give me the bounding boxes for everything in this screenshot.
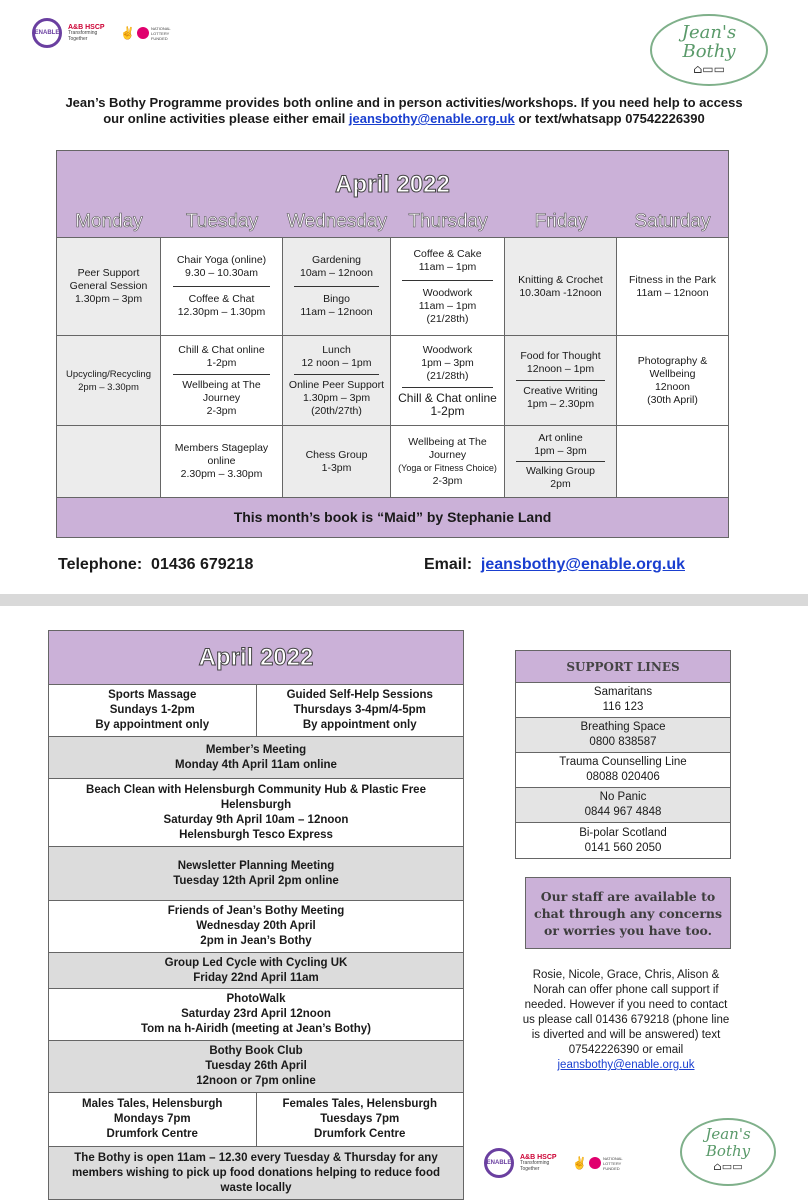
schedule-cell: Peer Support General Session 1.30pm – 3pm (57, 238, 161, 335)
staff-availability-banner: Our staff are available to chat through any concerns or worries you have too. (525, 877, 731, 949)
crossed-fingers-icon: ✌ (120, 26, 135, 40)
day-wednesday: Wednesday (287, 211, 387, 232)
schedule-cell (617, 426, 728, 497)
schedule-month-title: April 2022 (335, 171, 450, 198)
support-lines-box (515, 650, 731, 859)
schedule-cell: Chill & Chat online 1-2pm Wellbeing at The Journey 2-3pm (161, 336, 283, 425)
lottery-logo: ✌ NATIONAL LOTTERY FUNDED (572, 1155, 623, 1171)
day-friday: Friday (534, 211, 588, 232)
schedule-row (57, 336, 728, 426)
schedule-cell: Art online 1pm – 3pm Walking Group 2pm (505, 426, 617, 497)
support-line-breathing-space: Breathing Space 0800 838587 (516, 718, 730, 753)
telephone-line: Telephone: 01436 679218 (58, 556, 254, 573)
event-book-club: Bothy Book Club Tuesday 26th April 12noon or 7pm online (49, 1041, 463, 1093)
schedule-cell: Upcycling/Recycling 2pm – 3.30pm (57, 336, 161, 425)
intro-email-link[interactable]: jeansbothy@enable.org.uk (348, 111, 515, 126)
crossed-fingers-icon: ✌ (572, 1156, 587, 1170)
schedule-day-headers (57, 211, 728, 233)
day-tuesday: Tuesday (185, 211, 259, 232)
support-email-link[interactable]: jeansbothy@enable.org.uk (557, 1059, 695, 1071)
staff-support-note: Rosie, Nicole, Grace, Chris, Alison & Norah can offer phone call support if needed. However if you need to contact us please call 01436 679218 (phone line is diverted and will be answered) text 07542226390 or email jeansbothy@enable.org.uk (522, 969, 730, 1071)
schedule-cell: Coffee & Cake 11am – 1pm Woodwork 11am – 1pm (21/28th) (391, 238, 505, 335)
day-thursday: Thursday (408, 211, 488, 232)
schedule-cell: Wellbeing at The Journey (Yoga or Fitness Choice) 2-3pm (391, 426, 505, 497)
enable-logo: ENABLE (484, 1148, 514, 1178)
event-newsletter-meeting: Newsletter Planning Meeting Tuesday 12th April 2pm online (49, 847, 463, 901)
events-row (49, 1093, 463, 1147)
event-group-cycle: Group Led Cycle with Cycling UK Friday 22nd April 11am (49, 953, 463, 989)
support-line-trauma: Trauma Counselling Line 08088 020406 (516, 753, 730, 788)
jeans-bothy-logo: Jean's Bothy ⌂▭▭ (650, 14, 768, 86)
day-monday: Monday (75, 211, 143, 232)
event-sports-massage: Sports Massage Sundays 1-2pm By appointment only (49, 685, 257, 736)
lottery-logo: ✌ NATIONAL LOTTERY FUNDED (120, 25, 171, 41)
schedule-cell: Woodwork 1pm – 3pm (21/28th) Chill & Chat online 1-2pm (391, 336, 505, 425)
bothy-house-icon: ⌂▭▭ (693, 62, 725, 76)
support-line-bipolar: Bi-polar Scotland 0141 560 2050 (516, 823, 730, 858)
partner-logos-top (32, 18, 173, 48)
schedule-cell: Gardening 10am – 12noon Bingo 11am – 12noon (283, 238, 391, 335)
bothy-house-icon: ⌂▭▭ (713, 1160, 743, 1173)
schedule-grid (57, 237, 728, 498)
event-friends-meeting: Friends of Jean’s Bothy Meeting Wednesday 20th April 2pm in Jean’s Bothy (49, 901, 463, 953)
jeans-bothy-logo: Jean's Bothy ⌂▭▭ (680, 1118, 776, 1186)
day-saturday: Saturday (634, 211, 711, 232)
event-guided-self-help: Guided Self-Help Sessions Thursdays 3-4pm/4-5pm By appointment only (286, 689, 433, 731)
support-line-samaritans: Samaritans 116 123 (516, 683, 730, 718)
programme-intro: Jean’s Bothy Programme provides both online and in person activities/workshops. If you need help to access our online activities please either email jeansbothy@enable.org.uk or text/whatsapp 07542226390 (65, 95, 743, 126)
event-photowalk: PhotoWalk Saturday 23rd April 12noon Tom na h-Airidh (meeting at Jean’s Bothy) (49, 989, 463, 1041)
schedule-cell: Food for Thought 12noon – 1pm Creative Writing 1pm – 2.30pm (505, 336, 617, 425)
schedule-cell (57, 426, 161, 497)
enable-logo: ENABLE (32, 18, 62, 48)
events-table (48, 630, 464, 1200)
lottery-dot-icon (137, 27, 149, 39)
telephone-number: 01436 679218 (151, 556, 254, 573)
lottery-dot-icon (589, 1157, 601, 1169)
hscp-logo: A&B HSCP Transforming Together (68, 23, 105, 42)
event-beach-clean: Beach Clean with Helensburgh Community Hub & Plastic Free Helensburgh Saturday 9th April 10am – 12noon Helensburgh Tesco Express (49, 779, 463, 847)
schedule-cell: Fitness in the Park 11am – 12noon (617, 238, 728, 335)
schedule-row (57, 426, 728, 498)
hscp-logo: A&B HSCP Transforming Together (520, 1153, 557, 1172)
schedule-cell: Knitting & Crochet 10.30am -12noon (505, 238, 617, 335)
book-of-month: This month’s book is “Maid” by Stephanie Land (233, 509, 552, 525)
event-members-meeting: Member’s Meeting Monday 4th April 11am online (49, 737, 463, 779)
page-divider (0, 594, 808, 606)
schedule-cell: Chess Group 1-3pm (283, 426, 391, 497)
support-line-no-panic: No Panic 0844 967 4848 (516, 788, 730, 823)
schedule-cell: Lunch 12 noon – 1pm Online Peer Support 1.30pm – 3pm (20th/27th) (283, 336, 391, 425)
support-lines-title: SUPPORT LINES (516, 651, 730, 683)
schedule-row (57, 238, 728, 336)
event-males-tales: Males Tales, Helensburgh Mondays 7pm Drumfork Centre (49, 1093, 257, 1146)
bothy-opening-note: The Bothy is open 11am – 12.30 every Tuesday & Thursday for any members wishing to pick up food donations helping to reduce food waste locally (49, 1147, 463, 1199)
schedule-cell: Members Stageplay online 2.30pm – 3.30pm (161, 426, 283, 497)
weekly-schedule-table (56, 150, 729, 538)
schedule-cell: Chair Yoga (online) 9.30 – 10.30am Coffee & Chat 12.30pm – 1.30pm (161, 238, 283, 335)
partner-logos-bottom (484, 1148, 625, 1178)
email-line: Email: jeansbothy@enable.org.uk (424, 556, 685, 573)
event-females-tales: Females Tales, Helensburgh Tuesdays 7pm Drumfork Centre (282, 1098, 437, 1140)
events-row (49, 685, 463, 737)
schedule-cell: Photography & Wellbeing 12noon (30th April) (617, 336, 728, 425)
contact-email-link[interactable]: jeansbothy@enable.org.uk (480, 556, 685, 573)
events-month-title: April 2022 (49, 631, 463, 685)
